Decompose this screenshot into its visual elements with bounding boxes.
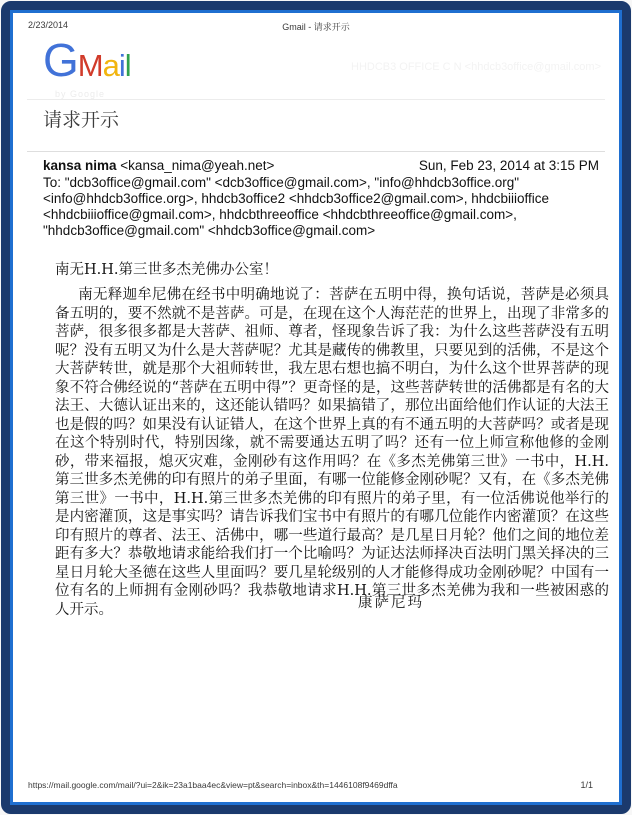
- gmail-logo-letter: a: [102, 48, 119, 83]
- gmail-logo-letter: G: [43, 34, 78, 86]
- sender-name: kansa nima: [43, 158, 117, 173]
- email-subject: 请求开示: [43, 109, 120, 131]
- print-footer-url: https://mail.google.com/mail/?ui=2&ik=23a1baa4ec&view=pt&search=inbox&th=1446108f9469dffa: [28, 780, 398, 790]
- gmail-logo: [43, 34, 131, 86]
- subject-divider: [27, 151, 605, 152]
- email-date: Sun, Feb 23, 2014 at 3:15 PM: [418, 158, 599, 173]
- sender-row: [43, 158, 599, 173]
- header-divider: [27, 99, 605, 100]
- sender-identity: [43, 158, 274, 173]
- sender-email: <kansa_nima@yeah.net>: [116, 158, 275, 173]
- gmail-logo-letter: l: [124, 48, 131, 83]
- gmail-logo-letter: M: [77, 48, 103, 83]
- email-signature: 康萨尼玛: [358, 595, 424, 611]
- gmail-logo-letter: i: [118, 48, 125, 83]
- print-header-date: 2/23/2014: [28, 20, 69, 30]
- recipients-line: To: "dcb3office@gmail.com" <dcb3office@gmail.com>, "info@hhdcb3office.org" <info@hhdcb3office.org>, hhdcb3office2 <hhdcb3office2@gmail.com>, hhdcbiiioffice <hhdcbiiioffice@gmail.com>, hhdcbthreeoffice <hhdcbthreeoffice@gmail.com>, "hhdcb3office@gmail.com" <hhdcb3office@gmail.com>: [43, 175, 549, 238]
- gmail-logo-tagline: by Google: [55, 89, 106, 99]
- scan-border-frame: [1, 1, 631, 814]
- print-header-title: Gmail - 请求开示: [282, 22, 350, 32]
- faint-account-owner-text: HHDCB3 OFFICE C N <hhdcb3office@gmail.com>: [351, 61, 601, 73]
- email-body-paragraph: 南无释迦牟尼佛在经书中明确地说了：菩萨在五明中得，换句话说，菩萨是必须具备五明的，要不然就不是菩萨。可是，在现在这个人海茫茫的世界上，出现了非常多的菩萨，很多很多都是大菩萨、祖师、尊者，怪现象告诉了我：为什么这些菩萨没有五明呢？没有五明又为什么是大菩萨呢？尤其是藏传的佛教里，只要见到的活佛，不是这个大菩萨转世，就是那个大祖师转世，我左思右想也搞不明白，为什么这个世界菩萨的现象不符合佛经说的“菩萨在五明中得”？更奇怪的是，这些菩萨转世的活佛都是有名的大法王、大德认证出来的，这还能认错吗？如果搞错了，那位出面给他们作认证的大法王也是假的吗？如果没有认证错人，在这个世界上真的有不通五明的大菩萨吗？或者是现在这个特别时代，特别因缘，就不需要通达五明了吗？还有一位上师宣称他修的金刚砂，带来福报，熄灭灾难，金刚砂有这作用吗？在《多杰羌佛第三世》一书中，H.H.第三世多杰羌佛的印有照片的弟子里面，有哪一位能修金刚砂呢？又有，在《多杰羌佛第三世》一书中，H.H.第三世多杰羌佛的印有照片的弟子里，有一位活佛说他举行的是内密灌顶，这是事实吗？请告诉我们宝书中有照片的有哪几位能作内密灌顶？在这些印有照片的尊者、法王、活佛中，哪一些道行最高？是几星日月轮？他们之间的地位差距有多大？恭敬地请求能给我们打一个比喻吗？为证达法师择决百法明门黑关择决的三星日月轮大圣德在这些人里面吗？要几星轮级别的人才能修得成功金刚砂呢？中国有一位有名的上师拥有金刚砂吗？我恭敬地请求H.H.第三世多杰羌佛为我和一些被困惑的人开示。: [55, 287, 609, 618]
- printed-page: [10, 10, 622, 805]
- email-salutation: 南无H.H.第三世多杰羌佛办公室！: [55, 262, 279, 278]
- print-footer-page-number: 1/1: [580, 780, 593, 790]
- page-content: [13, 13, 619, 802]
